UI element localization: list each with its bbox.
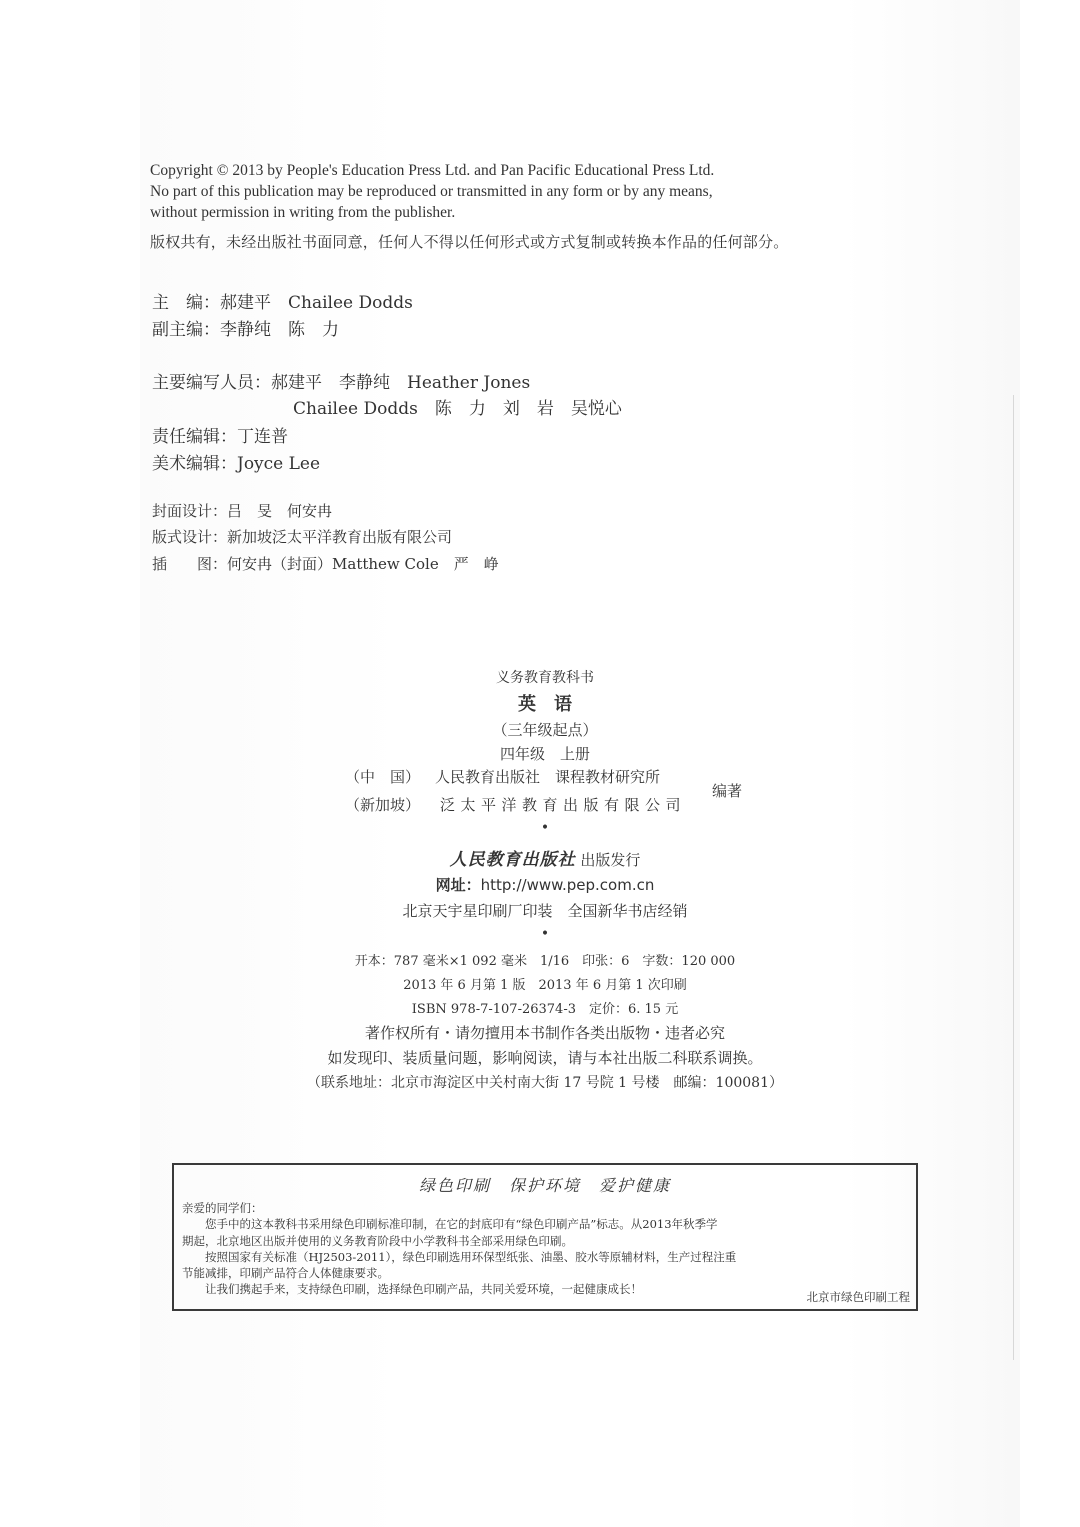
quality-notice: 如发现印、装质量问题，影响阅读，请与本社出版二科联系调换。 [327, 1049, 763, 1067]
copyright-notice-cn: 版权共有，未经出版社书面同意，任何人不得以任何形式或方式复制或转换本作品的任何部分。 [150, 233, 789, 251]
responsible-editor-label: 责任编辑： [152, 427, 237, 447]
chief-editor-value: 郝建平 Chailee Dodds [220, 293, 413, 313]
art-editor-label: 美术编辑： [152, 454, 237, 474]
copyright-notice-en [150, 160, 714, 223]
chief-editor-label: 主 编： [152, 293, 220, 313]
art-editor-row [152, 449, 320, 474]
art-editor-value: Joyce Lee [237, 454, 321, 474]
compiler-org-2: 泛太平洋教育出版有限公司 [440, 796, 687, 814]
publisher-line [0, 845, 1080, 870]
layout-design-row [152, 526, 452, 547]
printer-line: 北京天宇星印刷厂印装 全国新华书店经销 [402, 902, 688, 920]
writers-row-2 [293, 394, 622, 419]
website-url: http://www.pep.com.cn [480, 876, 655, 894]
deputy-editor-label: 副主编： [152, 320, 220, 340]
website-label: 网址： [435, 876, 481, 894]
compiler-org-1: 人民教育出版社 课程教材研究所 [435, 768, 661, 786]
publisher-action: 出版发行 [580, 851, 641, 869]
responsible-editor-row [152, 422, 288, 447]
writers-label: 主要编写人员： [152, 373, 271, 393]
green-notice-text [182, 1200, 910, 1298]
publisher-logo: 人民教育出版社 [449, 850, 576, 870]
green-notice-line: 您手中的这本教科书采用绿色印刷标准印制，在它的封底印有“绿色印刷产品”标志。从2013年秋季学 [182, 1217, 718, 1232]
book-specs: 开本：787 毫米×1 092 毫米 1/16 印张：6 字数：120 000 [354, 954, 736, 969]
book-volume: 四年级 上册 [499, 745, 590, 763]
green-notice-line: 亲爱的同学们： [182, 1201, 263, 1215]
writers-row [152, 368, 530, 393]
responsible-editor-value: 丁连普 [237, 427, 288, 447]
green-notice-line: 期起，北京地区出版并使用的义务教育阶段中小学教科书全部采用绿色印刷。 [182, 1233, 573, 1248]
separator-dot: • [540, 820, 550, 836]
compiler-country-1: （中 国） [345, 768, 421, 786]
contact-address: （联系地址：北京市海淀区中关村南大街 17 号院 1 号楼 邮编：100081） [307, 1075, 783, 1091]
deputy-editor-row [152, 315, 339, 340]
deputy-editor-value: 李静纯 陈 力 [220, 320, 339, 340]
green-printing-notice [172, 1163, 918, 1311]
illustration-label: 插 图： [152, 555, 228, 573]
separator-dot-2: • [540, 926, 550, 942]
rights-notice: 著作权所有・请勿擅用本书制作各类出版物・违者必究 [364, 1024, 725, 1042]
green-notice-title: 绿色印刷 保护环境 爱护健康 [418, 1176, 671, 1195]
layout-design-label: 版式设计： [152, 528, 228, 546]
compiled-label: 编著 [712, 782, 743, 800]
writers-line-2: Chailee Dodds 陈 力 刘 岩 吴悦心 [293, 399, 622, 419]
illustration-value: 何安冉（封面）Matthew Cole 严 峥 [227, 555, 499, 573]
copyright-line: Copyright © 2013 by People's Education Press Ltd. and Pan Pacific Educational Press Ltd. [150, 162, 715, 179]
layout-design-value: 新加坡泛太平洋教育出版有限公司 [227, 528, 453, 546]
chief-editor-row [152, 288, 413, 313]
copyright-line: No part of this publication may be reproduced or transmitted in any form or by any means, [150, 183, 713, 200]
copyright-line: without permission in writing from the publisher. [150, 204, 456, 221]
book-isbn: ISBN 978-7-107-26374-3 定价：6. 15 元 [411, 1002, 679, 1017]
green-notice-line: 让我们携起手来，支持绿色印刷，选择绿色印刷产品，共同关爱环境，一起健康成长！ [182, 1282, 642, 1297]
writers-line-1: 郝建平 李静纯 Heather Jones [271, 373, 531, 393]
website-line [0, 874, 1080, 895]
book-subtitle: （三年级起点） [492, 721, 598, 739]
green-notice-signature: 北京市绿色印刷工程 [806, 1290, 910, 1304]
cover-design-row [152, 500, 332, 521]
book-title: 英 语 [518, 694, 572, 715]
cover-design-label: 封面设计： [152, 502, 228, 520]
cover-design-value: 吕 旻 何安冉 [227, 502, 333, 520]
compiler-country-2: （新加坡） [345, 796, 421, 814]
book-edition: 2013 年 6 月第 1 版 2013 年 6 月第 1 次印刷 [403, 978, 687, 993]
green-notice-line: 节能减排，印刷产品符合人体健康要求。 [182, 1266, 389, 1281]
green-notice-line: 按照国家有关标准（HJ2503-2011），绿色印刷选用环保型纸张、油墨、胶水等原辅材料，生产过程注重 [182, 1249, 737, 1264]
illustration-row [152, 553, 499, 574]
series-title: 义务教育教科书 [496, 670, 594, 686]
